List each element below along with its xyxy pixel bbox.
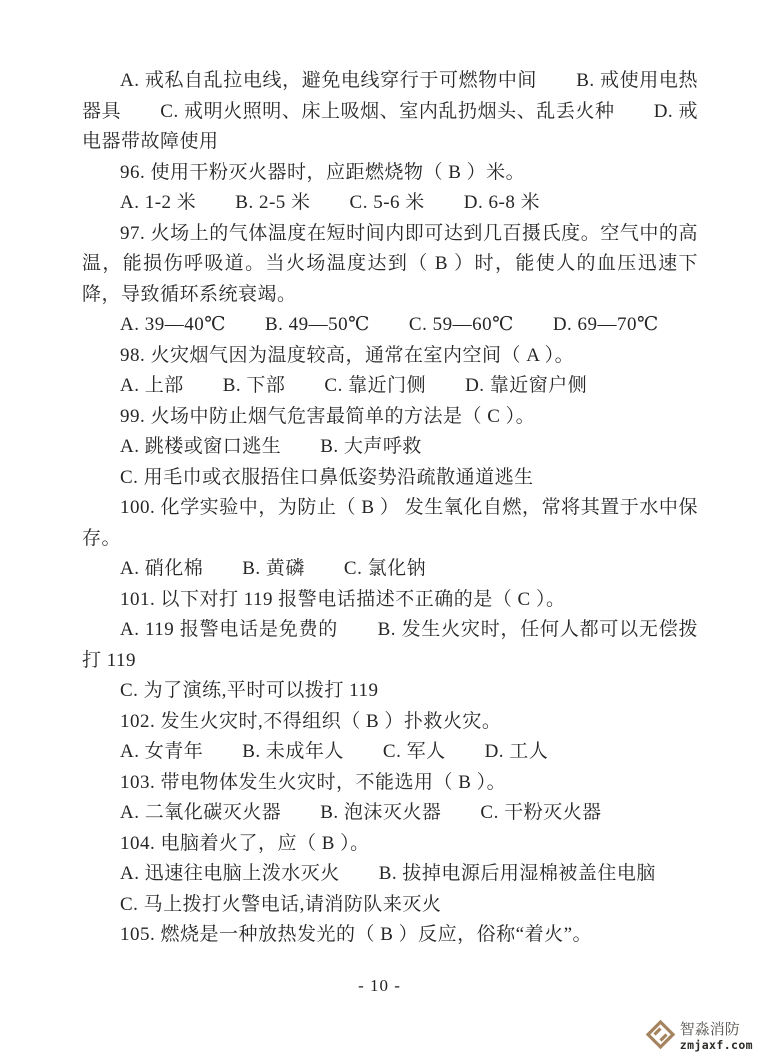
q101-options-ab: A. 119 报警电话是免费的 B. 发生火灾时，任何人都可以无偿拨打 119	[82, 619, 698, 671]
question-97: 97. 火场上的气体温度在短时间内即可达到几百摄氏度。空气中的高温，能损伤呼吸道。当火场温度达到（ B ）时，能使人的血压迅速下降，导致循环系统衰竭。	[82, 222, 698, 305]
q95-options-continuation: A. 戒私自乱拉电线，避免电线穿行于可燃物中间 B. 戒使用电热器具 C. 戒明火照明、床上吸烟、室内乱扔烟头、乱丢火种 D. 戒电器带故障使用	[82, 70, 698, 152]
question-100: 100. 化学实验中，为防止（ B ） 发生氧化自燃，常将其置于水中保存。	[82, 497, 698, 549]
q96-options: A. 1-2 米 B. 2-5 米 C. 5-6 米 D. 6-8 米	[120, 192, 541, 213]
q97-options: A. 39—40℃ B. 49—50℃ C. 59—60℃ D. 69—70℃	[120, 314, 659, 335]
q101-option-c: C. 为了演练,平时可以拨打 119	[120, 680, 379, 701]
q104-option-c: C. 马上拨打火警电话,请消防队来灭火	[120, 893, 442, 915]
q104-options-ab: A. 迅速往电脑上泼水灭火 B. 拔掉电源后用湿棉被盖住电脑	[120, 863, 656, 884]
question-103: 103. 带电物体发生火灾时，不能选用（ B ）。	[120, 771, 507, 793]
question-99: 99. 火场中防止烟气危害最简单的方法是（ C ）。	[120, 405, 536, 427]
logo-site-text: zmjaxf.com	[679, 1037, 753, 1052]
question-102: 102. 发生火灾时,不得组织（ B ）扑救火灾。	[120, 710, 502, 732]
question-101: 101. 以下对打 119 报警电话描述不正确的是（ C ）。	[120, 588, 566, 610]
document-body	[82, 66, 698, 951]
q99-option-c: C. 用毛巾或衣服捂住口鼻低姿势沿疏散通道逃生	[120, 466, 534, 488]
question-105: 105. 燃烧是一种放热发光的（ B ）反应，俗称“着火”。	[120, 924, 593, 945]
q99-options-ab: A. 跳楼或窗口逃生 B. 大声呼救	[120, 436, 422, 457]
logo-brand-text: 智淼消防	[679, 1021, 740, 1039]
q98-options: A. 上部 B. 下部 C. 靠近门侧 D. 靠近窗户侧	[120, 375, 588, 396]
question-98: 98. 火灾烟气因为温度较高，通常在室内空间（ A ）。	[120, 344, 575, 366]
q100-options: A. 硝化棉 B. 黄磷 C. 氯化钠	[120, 558, 427, 579]
page-number: - 10 -	[358, 976, 401, 995]
q102-options: A. 女青年 B. 未成年人 C. 军人 D. 工人	[120, 741, 549, 762]
zmjaxf-logo-icon	[645, 1019, 676, 1055]
question-96: 96. 使用干粉灭火器时，应距燃烧物（ B ）米。	[120, 161, 526, 183]
q103-options: A. 二氧化碳灭火器 B. 泡沫灭火器 C. 干粉灭火器	[120, 802, 602, 823]
zmjaxf-watermark	[645, 1019, 753, 1055]
question-104: 104. 电脑着火了，应（ B ）。	[120, 832, 370, 854]
